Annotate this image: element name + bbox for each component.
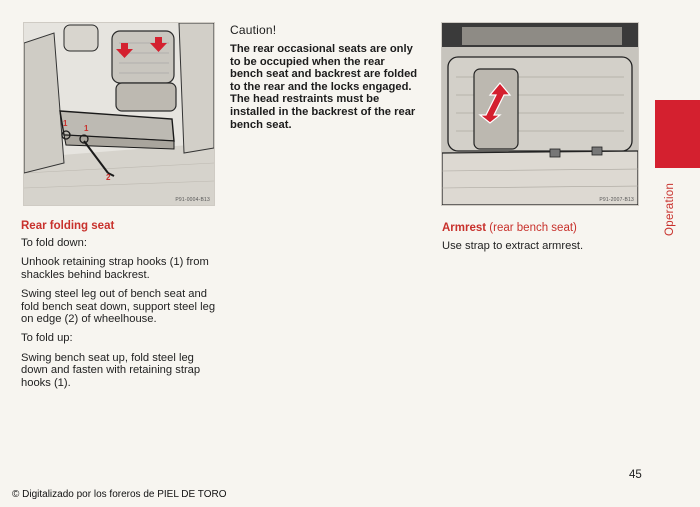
caution-text: The rear occasional seats are only to be occupied when the rear bench seat and backrest are folded to the rear and the locks engaged. The head restraints must be installed in the backrest of the rear bench seat. (230, 43, 418, 131)
armrest-section (442, 222, 652, 252)
paragraph: Use strap to extract armrest. (442, 240, 584, 252)
footer-credit: © Digitalizado por los foreros de PIEL DE TORO (12, 489, 227, 500)
rear-folding-seat-section (21, 220, 221, 396)
armrest-drawing (442, 23, 638, 205)
paragraph: To fold down: (21, 237, 87, 249)
caution-block (230, 23, 418, 131)
figure-code: P91-2007-B13 (599, 197, 634, 203)
paragraph: Swing steel leg out of bench seat and fold bench seat down, support steel leg on edge (2) of wheelhouse. (21, 288, 216, 326)
heading-normal: (rear bench seat) (486, 222, 577, 234)
rear-folding-seat-illustration (23, 22, 215, 206)
section-heading (442, 222, 652, 234)
callout-1b: 1 (84, 124, 89, 133)
callout-1a: 1 (63, 119, 68, 128)
section-tab-marker (655, 100, 700, 168)
armrest-illustration (441, 22, 639, 206)
seat-drawing (24, 23, 214, 205)
heading-bold: Armrest (442, 222, 487, 234)
paragraph: Unhook retaining strap hooks (1) from shackles behind backrest. (21, 256, 209, 281)
page-number: 45 (629, 469, 642, 481)
section-heading: Rear folding seat (21, 220, 115, 232)
figure-code: P91-0004-B13 (175, 197, 210, 203)
paragraph: To fold up: (21, 332, 73, 345)
section-side-label: Operation (664, 182, 676, 236)
caution-title: Caution! (230, 23, 277, 37)
paragraph: Swing bench seat up, fold steel leg down and fasten with retaining strap hooks (1). (21, 351, 201, 389)
callout-2: 2 (106, 173, 111, 182)
